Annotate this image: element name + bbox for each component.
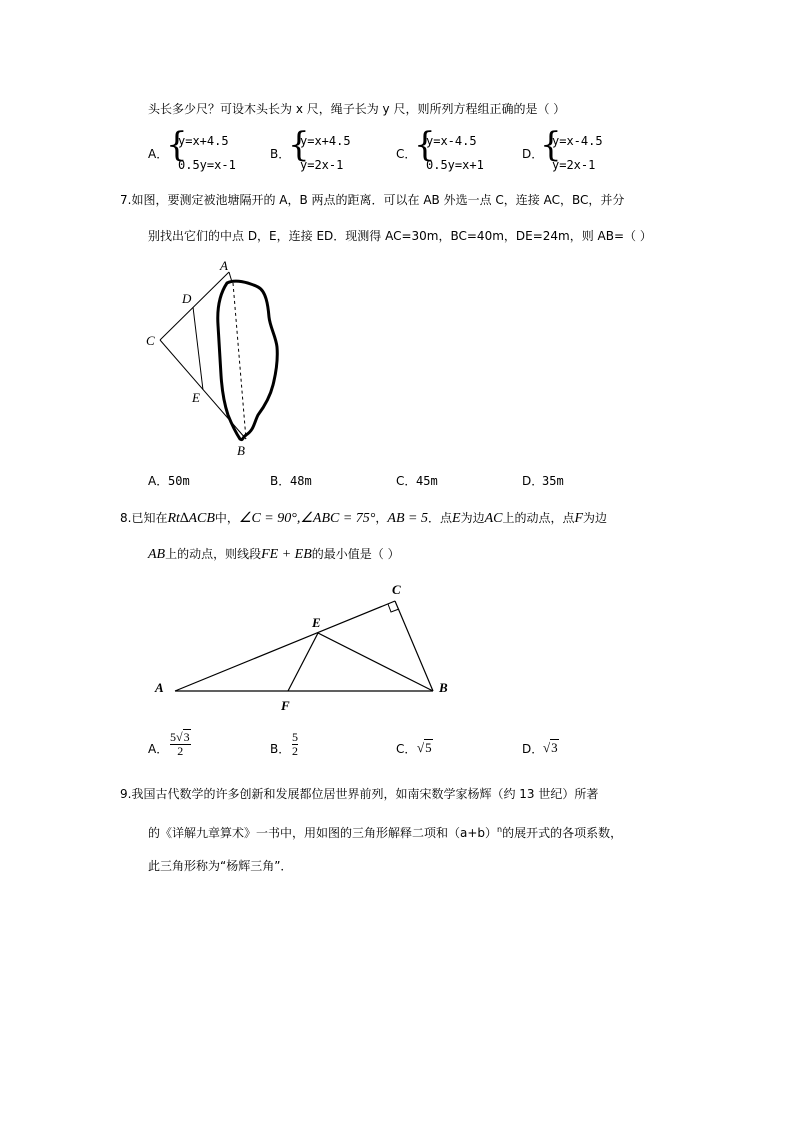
q8-text: 上的动点，点 <box>502 511 575 525</box>
q6-option-a-letter: A． <box>148 147 169 161</box>
q6-option-b-eq1: y=x+4.5 <box>300 134 351 148</box>
q9-stem-line-1: 9.我国古代数学的许多创新和发展都位居世界前列，如南宋数学家杨辉（约 13 世纪）所著 <box>120 787 599 801</box>
q8-stem-line-2 <box>148 546 400 563</box>
q8-option-a-letter: A． <box>148 742 169 756</box>
q8-ab-length: AB = 5 <box>387 511 428 526</box>
q6-option-c-letter: C． <box>396 147 417 161</box>
label-D: D <box>182 291 192 306</box>
q8-option-c-letter: C． <box>396 742 417 756</box>
q6-option-b-eq2: y=2x-1 <box>300 158 344 172</box>
segment-EF <box>288 633 318 691</box>
q8-segment-ab: AB <box>148 547 166 562</box>
q7-option-b-letter: B． <box>270 474 291 488</box>
q9-superscript-n: n <box>497 825 503 834</box>
q6-option-c-eq2: 0.5y=x+1 <box>426 158 484 172</box>
q8-option-b-letter: B． <box>270 742 291 756</box>
q7-option-a-letter: A． <box>148 474 169 488</box>
q8-option-a-den: 2 <box>177 744 184 758</box>
label-B: B <box>237 443 245 458</box>
label-C: C <box>392 582 401 597</box>
q6-option-d-eq2: y=2x-1 <box>552 158 596 172</box>
label-A: A <box>220 258 228 273</box>
q8-option-a-fraction: 5√3 2 <box>170 730 190 758</box>
q8-text: 8.已知在 <box>120 511 168 525</box>
q7-option-c-letter: C． <box>396 474 417 488</box>
brace-symbol: { <box>166 125 188 165</box>
q8-expression: FE + EB <box>261 547 312 562</box>
q8-option-d-sqrt: √3 <box>543 740 558 755</box>
q8-option-d-letter: D． <box>522 742 544 756</box>
q8-option-c-radicand: 5 <box>425 740 432 755</box>
q6-option-d-eq1: y=x-4.5 <box>552 134 603 148</box>
pond-outline <box>218 281 277 440</box>
q6-option-d-letter: D． <box>522 147 544 161</box>
label-B: B <box>439 680 448 695</box>
label-C: C <box>146 333 155 348</box>
q9-stem-line-3: 此三角形称为“杨辉三角”． <box>148 859 293 873</box>
q9-stem-line-2 <box>148 822 622 841</box>
q8-option-b-num: 5 <box>292 730 298 744</box>
label-E: E <box>192 390 200 405</box>
q8-segment-ac: AC <box>484 511 503 526</box>
q8-text: 的最小值是（ ） <box>311 547 400 561</box>
q6-option-b-letter: B． <box>270 147 291 161</box>
q7-option-d-text: 35m <box>542 474 564 488</box>
q8-stem-line-1: 8.已知在Rt∆ACB中，∠C = 90°,∠ABC = 75°，AB = 5．点E为边AC上的动点，点F为边 <box>120 511 608 526</box>
label-A: A <box>155 680 164 695</box>
brace-symbol: { <box>540 125 562 165</box>
brace-symbol: { <box>288 125 310 165</box>
q8-rt-triangle: Rt∆ACB <box>167 511 215 526</box>
q8-option-a-radicand: 3 <box>183 730 190 744</box>
q6-option-c-eq1: y=x-4.5 <box>426 134 477 148</box>
segment-DE <box>193 307 203 390</box>
q8-text: 上的动点，则线段 <box>165 547 262 561</box>
pond-figure <box>140 255 290 465</box>
q8-text: 为边 <box>460 511 485 525</box>
q6-stem-line: 头长多少尺？可设木头长为 x 尺，绳子长为 y 尺，则所列方程组正确的是（ ） <box>148 102 566 116</box>
label-E: E <box>312 615 321 630</box>
q8-point-e: E <box>452 511 461 526</box>
q9-text: 的《详解九章算术》一书中，用如图的三角形解释二项和（a+b） <box>148 826 498 840</box>
q7-stem-line-1: 7.如图，要测定被池塘隔开的 A，B 两点的距离．可以在 AB 外选一点 C，连接 AC，BC，并分 <box>120 193 625 207</box>
q8-angles: ∠C = 90°,∠ABC = 75° <box>238 511 376 526</box>
label-F: F <box>281 698 290 713</box>
q8-option-b-fraction <box>292 731 298 758</box>
q8-option-a-coef: 5 <box>170 730 176 744</box>
q7-stem-line-2: 别找出它们的中点 D，E，连接 ED．现测得 AC=30m，BC=40m，DE=24m，则 AB=（ ） <box>148 229 652 243</box>
brace-symbol: { <box>414 125 436 165</box>
segment-AC <box>175 601 395 691</box>
q8-point-f: F <box>574 511 584 526</box>
q7-option-b-text: 48m <box>290 474 312 488</box>
q9-text: 的展开式的各项系数， <box>502 826 623 840</box>
q6-option-a-eq1: y=x+4.5 <box>178 134 229 148</box>
segment-AB-dashed <box>233 283 246 439</box>
q8-text: 中， <box>214 511 239 525</box>
segment-EB <box>318 633 433 691</box>
q8-option-c-sqrt: √5 <box>417 740 432 755</box>
q7-option-d-letter: D． <box>522 474 544 488</box>
q6-option-a-eq2: 0.5y=x-1 <box>178 158 236 172</box>
q8-option-d-radicand: 3 <box>551 740 558 755</box>
segment-CB <box>395 601 433 691</box>
q7-option-c-text: 45m <box>416 474 438 488</box>
q8-option-b-den: 2 <box>292 744 298 758</box>
q7-option-a-text: 50m <box>168 474 190 488</box>
q8-text: 为边 <box>583 511 608 525</box>
q8-text: ．点 <box>427 511 452 525</box>
triangle-figure <box>150 578 460 718</box>
